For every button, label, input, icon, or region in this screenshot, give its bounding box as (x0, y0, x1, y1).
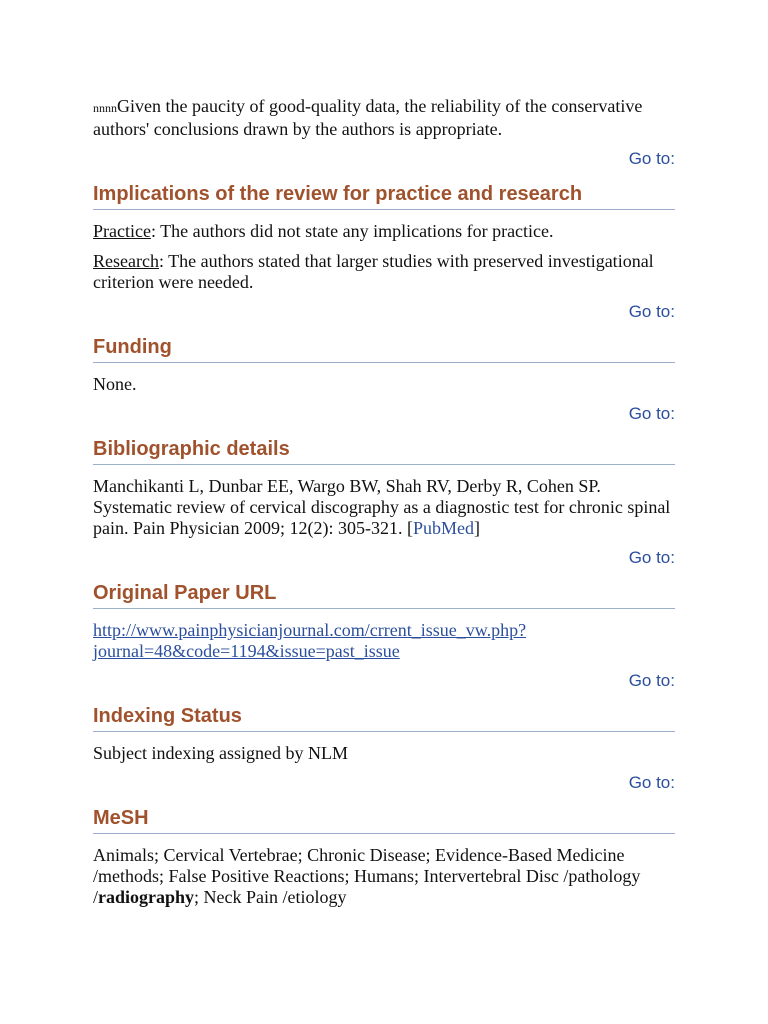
goto-label: Go to: (628, 149, 675, 168)
practice-label: Practice (93, 221, 151, 241)
mesh-section (93, 806, 675, 908)
citation-close: ] (473, 518, 480, 538)
original-url-link[interactable] (93, 620, 526, 661)
practice-text: : The authors did not state any implications for practice. (150, 221, 554, 241)
goto-link[interactable] (93, 671, 675, 691)
pubmed-link[interactable]: PubMed (412, 518, 474, 538)
indexing-section (93, 704, 675, 793)
citation-text: Manchikanti L, Dunbar EE, Wargo BW, Shah RV, Derby R, Cohen SP. Systematic review of cervical discography as a diagnostic test for chronic spinal pain. Pain Physician 2009; 12(2): 305-321. [ (93, 476, 671, 538)
goto-link[interactable] (93, 548, 675, 568)
indexing-text: Subject indexing assigned by NLM (93, 743, 348, 763)
goto-label: Go to: (628, 404, 675, 423)
url-line-2: journal=48&code=1194&issue=past_issue (93, 641, 400, 661)
goto-label: Go to: (628, 548, 675, 567)
goto-link[interactable] (93, 149, 675, 169)
implications-heading: Implications of the review for practice and research (93, 182, 675, 210)
original-url-heading: Original Paper URL (93, 581, 675, 609)
funding-heading: Funding (93, 335, 675, 363)
intro-text: Given the paucity of good-quality data, the reliability of the conservative authors' conclusions drawn by the authors is appropriate. (93, 96, 643, 139)
goto-link[interactable] (93, 302, 675, 322)
goto-label: Go to: (628, 671, 675, 690)
implications-section (93, 182, 675, 322)
research-paragraph (93, 251, 675, 293)
mesh-text (93, 845, 675, 908)
mesh-terms-end: ; Neck Pain /etiology (194, 887, 347, 907)
research-label: Research (93, 251, 159, 271)
funding-text: None. (93, 374, 137, 394)
bibliographic-text (93, 476, 675, 539)
funding-section (93, 335, 675, 424)
mesh-heading: MeSH (93, 806, 675, 834)
indexing-heading: Indexing Status (93, 704, 675, 732)
mesh-bold-term: radiography (98, 887, 195, 907)
goto-label: Go to: (628, 302, 675, 321)
original-url-section (93, 581, 675, 691)
bibliographic-section (93, 437, 675, 568)
intro-prefix: nnnn (93, 101, 117, 115)
research-text: : The authors stated that larger studies with preserved investigational criterion were needed. (93, 251, 654, 292)
goto-label: Go to: (628, 773, 675, 792)
goto-link[interactable] (93, 404, 675, 424)
mesh-terms: Animals; Cervical Vertebrae; Chronic Disease; Evidence-Based Medicine /methods; False Positive Reactions; Humans; Intervertebral Disc /pathology / (93, 845, 641, 907)
url-line-1: http://www.painphysicianjournal.com/crrent_issue_vw.php? (93, 620, 527, 640)
intro-paragraph (93, 96, 675, 140)
practice-paragraph (93, 221, 675, 242)
goto-link[interactable] (93, 773, 675, 793)
original-url-paragraph (93, 620, 675, 662)
document-content (93, 96, 675, 908)
bibliographic-heading: Bibliographic details (93, 437, 675, 465)
